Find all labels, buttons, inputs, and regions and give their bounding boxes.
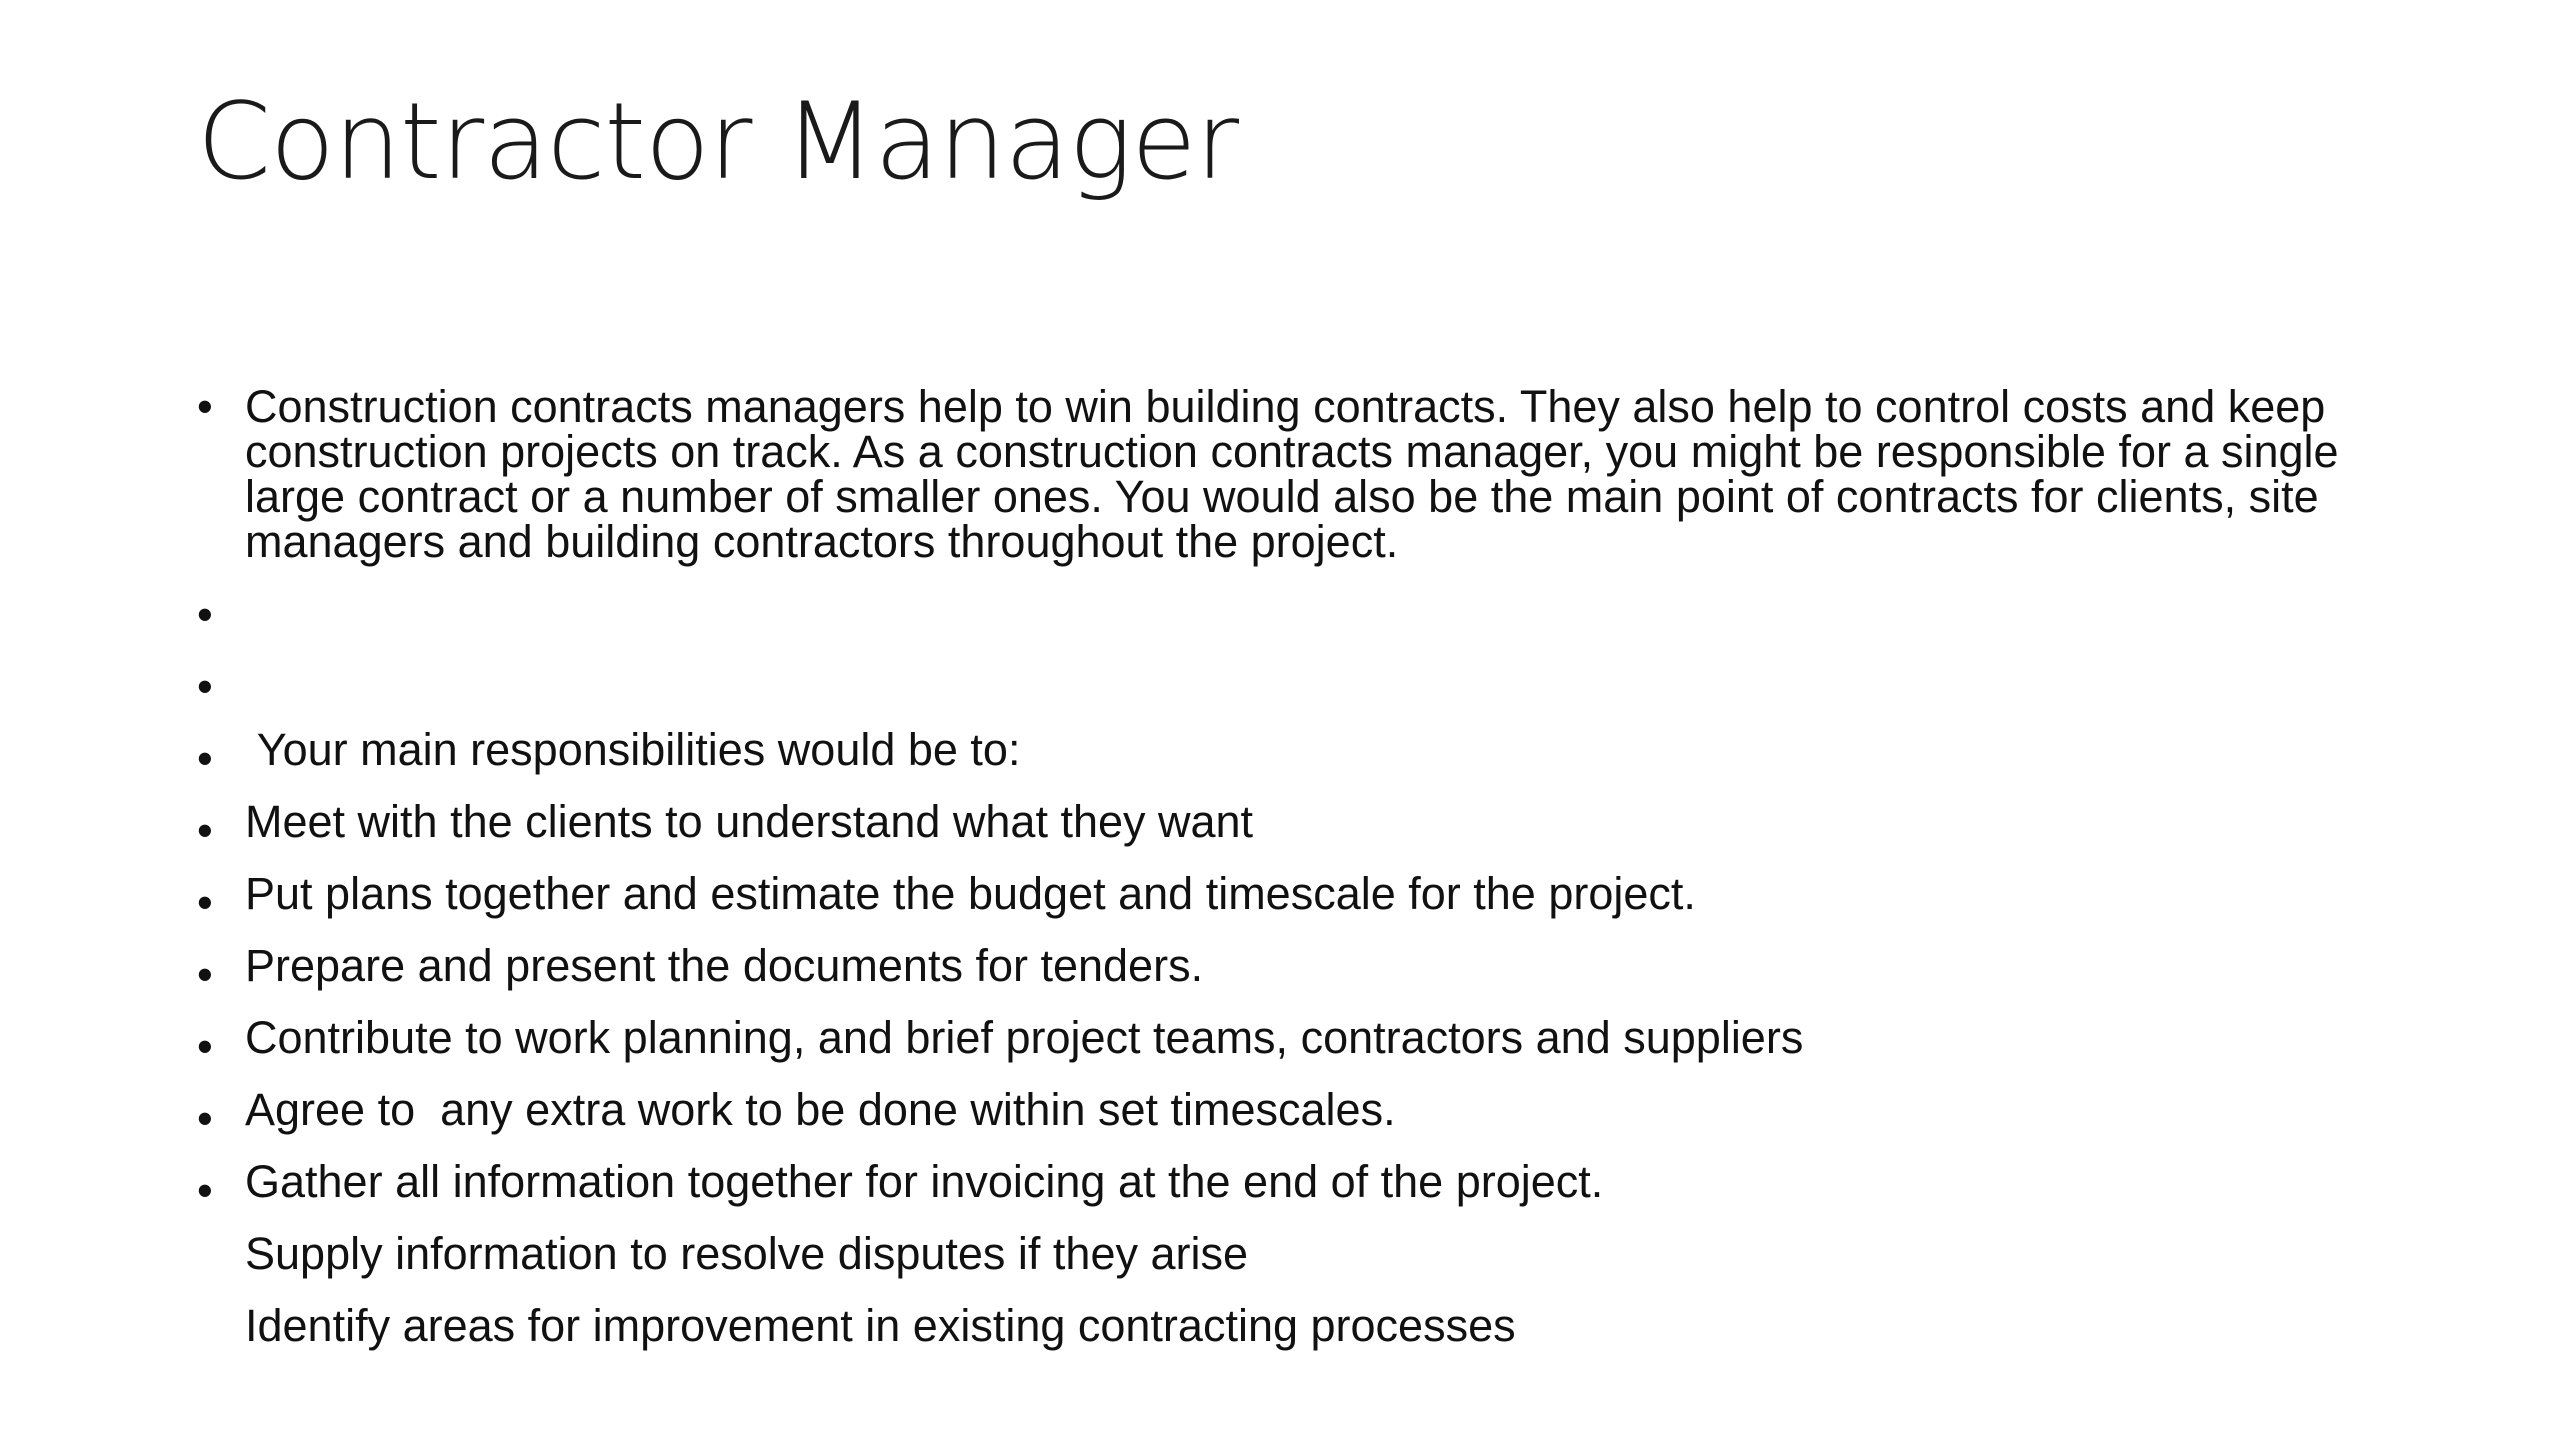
bullet-text: Supply information to resolve disputes if they arise bbox=[245, 1228, 1249, 1279]
bullet-text: Put plans together and estimate the budget and timescale for the project. bbox=[245, 868, 1696, 919]
bullet-text: Gather all information together for invoicing at the end of the project. bbox=[245, 1156, 1604, 1207]
list-item bbox=[197, 381, 2367, 567]
bullet-text: Your main responsibilities would be to: bbox=[245, 724, 1021, 775]
bullet-icon: • bbox=[197, 661, 213, 712]
bullet-icon: • bbox=[197, 1093, 213, 1144]
slide-title: Contractor Manager bbox=[197, 80, 1239, 203]
bullet-icon: • bbox=[197, 949, 213, 1000]
bullet-text: Identify areas for improvement in existing contracting processes bbox=[245, 1300, 1516, 1351]
bullet-icon: • bbox=[197, 589, 213, 640]
bullet-text: Prepare and present the documents for tenders. bbox=[245, 940, 1204, 991]
bullet-icon: • bbox=[197, 1165, 213, 1216]
bullet-text: Contribute to work planning, and brief project teams, contractors and suppliers bbox=[245, 1012, 1804, 1063]
bullet-icon: • bbox=[197, 1021, 213, 1072]
list-item bbox=[197, 589, 2367, 775]
bullet-icon: • bbox=[197, 805, 213, 856]
bullet-text: Construction contracts managers help to win building contracts. They also help to control costs and keep construction projects on track. As a construction contracts manager, you might be responsible for a single large contract or a number of smaller ones. You would also be the main point of contracts for clients, site managers and building contractors throughout the project. bbox=[245, 381, 2339, 567]
bullet-icon: • bbox=[197, 381, 213, 432]
bullet-icon: • bbox=[197, 733, 213, 784]
bullet-list bbox=[197, 381, 2367, 1351]
bullet-icon: • bbox=[197, 877, 213, 928]
bullet-text: Meet with the clients to understand what they want bbox=[245, 796, 1254, 847]
bullet-text: Agree to any extra work to be done within set timescales. bbox=[245, 1084, 1396, 1135]
